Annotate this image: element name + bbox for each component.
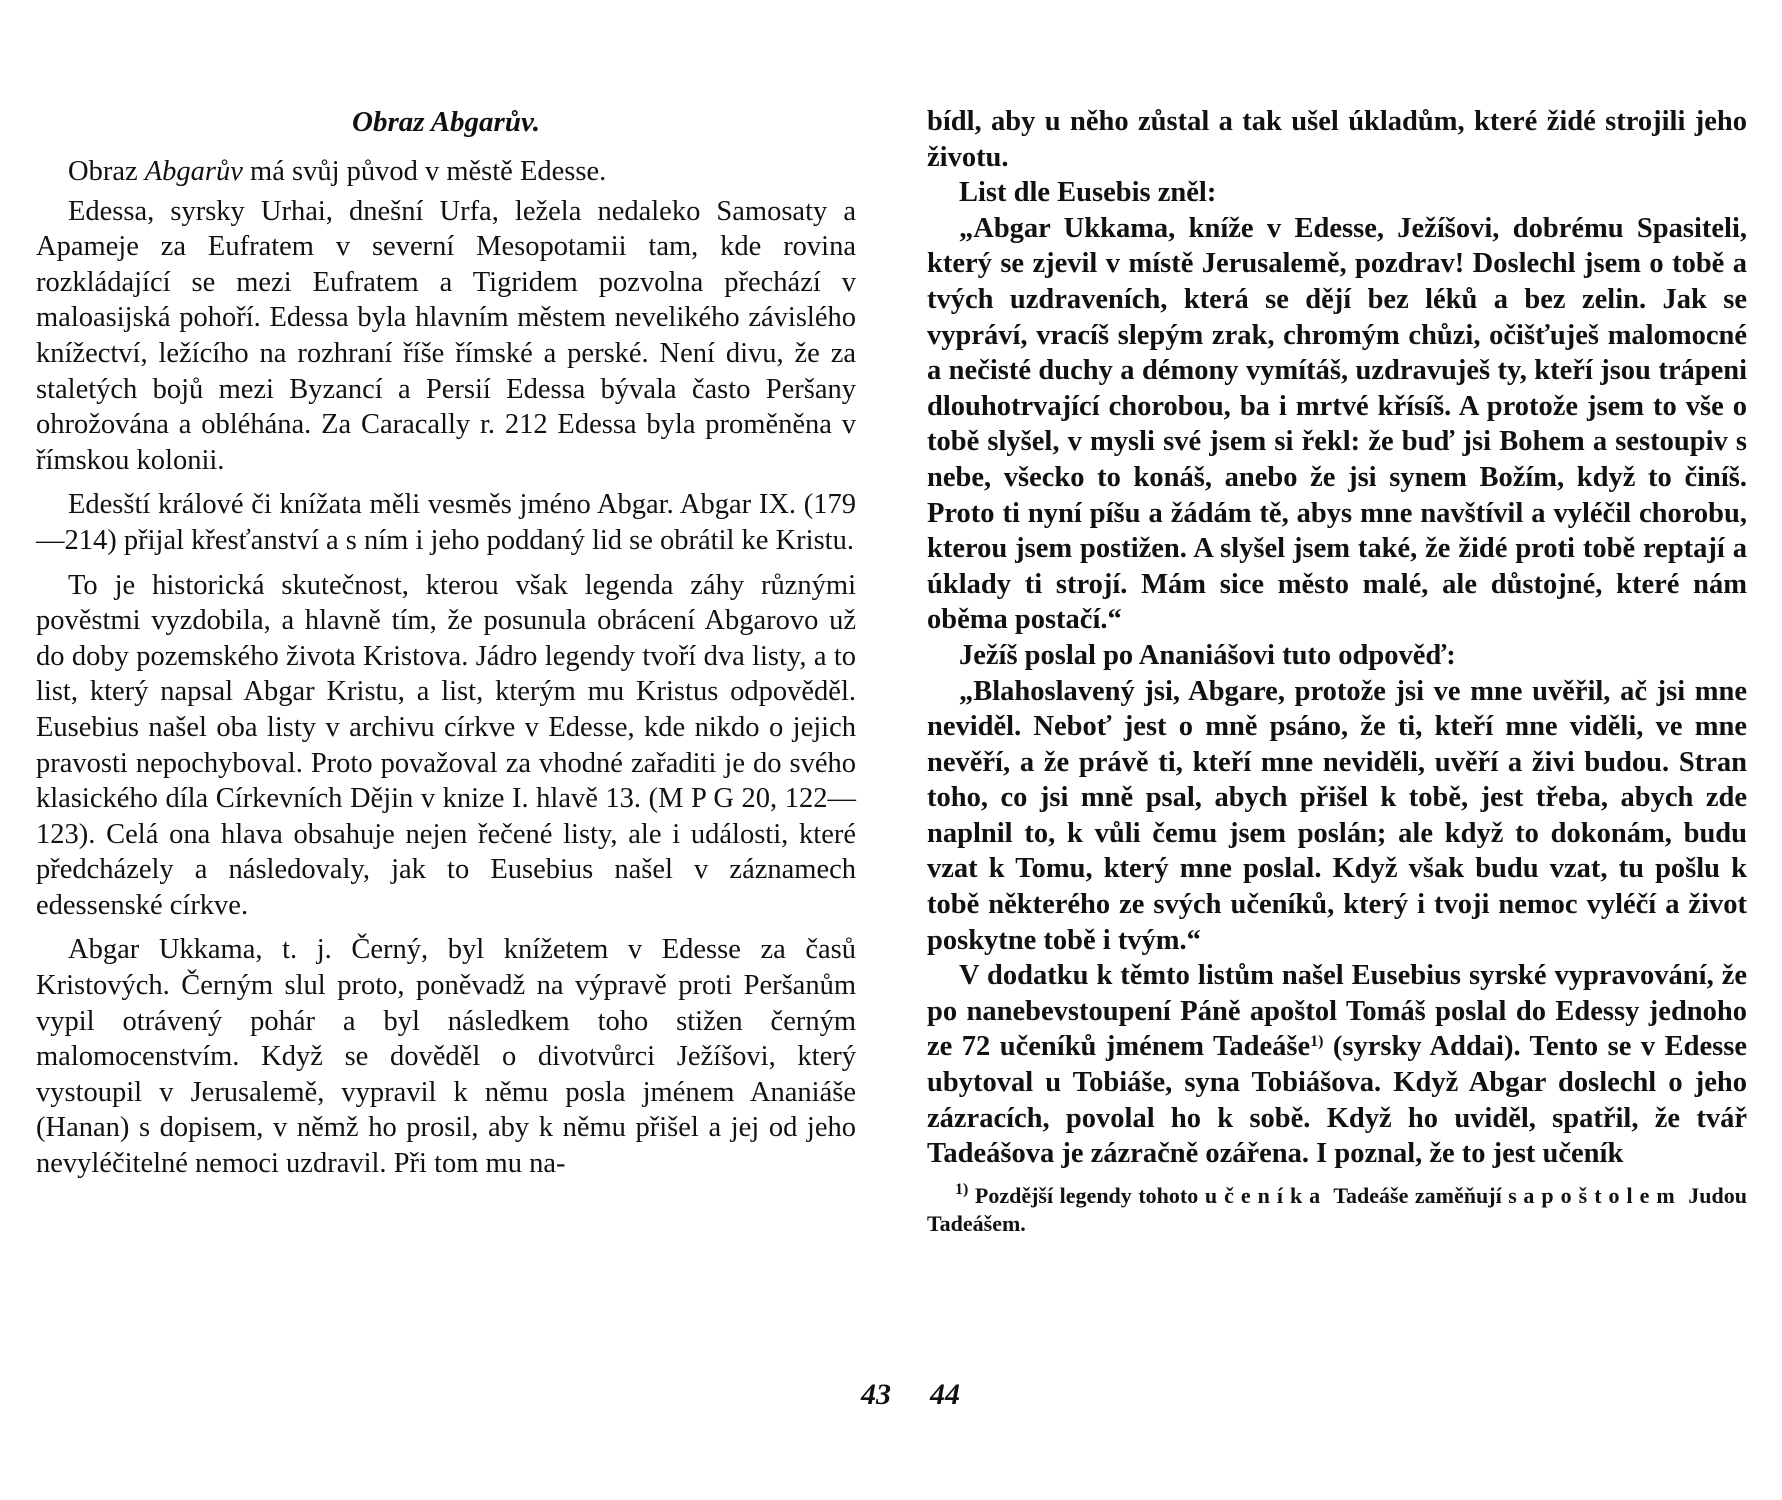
paragraph-jesus-letter: „Blahoslavený jsi, Abgare, protože jsi ve mne uvěřil, ač jsi mne neviděl. Neboť jest o mně psáno, že ti, kteří mne viděli, ve mne nevěří, a že právě ti, kteří mne neviděli, uvěří a živi budou. Stran toho, co jsi mně psal, abych přišel k tobě, jest třeba, abych zde naplnil to, k vůli čemu jsem poslán; ale když to dokonám, budu vzat k Tomu, který mne poslal. Když však budu vzat, tu pošlu k tobě některého ze svých učeníků, který i tvoji nemoc vyléčí a život poskytne tobě i tvým.“ bbox=[927, 675, 1747, 956]
right-page bbox=[927, 0, 1747, 1500]
paragraph-kings: Edesští králové či knížata měli vesměs jméno Abgar. Abgar IX. (179—214) přijal křesťanství a s ním i jeho poddaný lid se obrátil ke Kristu. bbox=[36, 489, 856, 556]
right-column bbox=[927, 104, 1747, 1238]
chapter-title: Obraz Abgarův. bbox=[352, 106, 540, 138]
footnote bbox=[927, 1182, 1747, 1238]
intro-text-b: má svůj původ v městě Edesse. bbox=[242, 156, 607, 187]
paragraph-abgar-letter: „Abgar Ukkama, kníže v Edesse, Ježíšovi, dobrému Spasiteli, který se zjevil v místě Jerusalemě, pozdrav! Doslechl jsem o tobě a tvých uzdraveních, která se dějí bez léků a bez zelin. Jak se vypráví, vracíš slepým zrak, chromým chůzi, očišťuješ malomocné a nečisté duchy a démony vymítáš, uzdravuješ ty, kteří jsou trápeni dlouhotrvající chorobou, ba i mrtvé křísíš. A protože jsem to vše o tobě slyšel, v mysli své jsem si řekl: že buď jsi Bohem a sestoupiv s nebe, všecko to konáš, anebo že jsi synem Božím, když to činíš. Proto ti nyní píšu a žádám tě, abys mne navštívil a vyléčil chorobu, kterou jsem postižen. A slyšel jsem také, že židé proti tobě reptají a úklady ti strojí. Mám sice město malé, ale důstojné, které nám oběma postačí.“ bbox=[927, 212, 1747, 636]
footnote-reference: 1) bbox=[1310, 1033, 1324, 1051]
page-number-left: 43 bbox=[861, 1378, 891, 1411]
footnote-text-a: Pozdější legendy tohoto bbox=[968, 1182, 1205, 1208]
footnote-text-b: Tadeáše zaměňují s bbox=[1327, 1182, 1524, 1208]
footnote-spaced-1: učeníka bbox=[1204, 1182, 1328, 1208]
paragraph-list-intro: List dle Eusebis zněl: bbox=[959, 177, 1217, 209]
paragraph-edessa: Edessa, syrsky Urhai, dnešní Urfa, ležela nedaleko Samosaty a Apameje za Eufratem v severní Mesopotamii tam, kde rovina rozkládající se mezi Eufratem a Tigridem pozvolna přechází v maloasijská pohoří. Edessa byla hlavním městem nevelikého závislého knížectví, ležícího na rozhraní říše římské a perské. Není divu, že za staletých bojů mezi Byzancí a Persií Edessa bývala často Peršany ohrožována a obléhána. Za Caracally r. 212 Edessa byla proměněna v římskou kolonii. bbox=[36, 195, 856, 476]
footnote-spaced-2: apoštolem bbox=[1523, 1182, 1682, 1208]
page-number-right: 44 bbox=[930, 1378, 960, 1411]
paragraph-addendum bbox=[927, 958, 1747, 1172]
paragraph-intro bbox=[36, 154, 856, 190]
footnote-mark: 1) bbox=[955, 1180, 969, 1198]
paragraph-ukkama: Abgar Ukkama, t. j. Černý, byl knížetem v Edesse za časů Kristových. Černým slul proto, poněvadž na výpravě proti Peršanům vypil otrávený pohár a byl následkem toho stižen černým malomocenstvím. Když se dověděl o divotvůrci Ježíšovi, který vystoupil v Jerusalemě, vypravil k němu posla jménem Ananiáše (Hanan) s dopisem, v němž ho prosil, aby k němu přišel a jej od jeho nevyléčitelné nemoci uzdravil. Při tom mu na- bbox=[36, 934, 856, 1180]
footnote-text-c: Judou Tadeášem. bbox=[927, 1182, 1747, 1236]
paragraph-continuation: bídl, aby u něho zůstal a tak ušel úkladům, které židé strojili jeho životu. bbox=[927, 106, 1747, 173]
intro-text-a: Obraz bbox=[68, 156, 145, 187]
left-page bbox=[36, 0, 891, 1500]
addendum-text-b: (syrsky Addai). Tento se v Edesse ubytoval u Tobiáše, syna Tobiášova. Když Abgar doslechl o jeho zázracích, povolal ho k sobě. Když ho uviděl, spatřil, že tvář Tadeášova je zázračně ozářena. I poznal, že to jest učeník bbox=[927, 1031, 1747, 1170]
paragraph-legend: To je historická skutečnost, kterou však legenda záhy různými pověstmi vyzdobila, a hlavně tím, že posunula obrácení Abgarovo už do doby pozemského života Kristova. Jádro legendy tvoří dva listy, a to list, který napsal Abgar Kristu, a list, kterým mu Kristus odpověděl. Eusebius našel oba listy v archivu církve v Edesse, kde nikdo o jejich pravosti nepochyboval. Proto považoval za vhodné zařaditi je do svého klasického díla Církevních Dějin v knize I. hlavě 13. (M P G 20, 122—123). Celá ona hlava obsahuje nejen řečené listy, ale i události, které předcházely a následovaly, jak to Eusebius našel v záznamech edessenské církve. bbox=[36, 569, 856, 921]
intro-text-italic: Abgarův bbox=[144, 156, 243, 187]
paragraph-reply-intro: Ježíš poslal po Ananiášovi tuto odpověď: bbox=[959, 639, 1456, 671]
addendum-text-a: V dodatku k těmto listům našel Eusebius syrské vypravování, že po nanebevstoupení Páně apoštol Tomáš poslal do Edessy jednoho ze 72 učeníků jménem Tadeáše bbox=[927, 960, 1747, 1063]
left-column bbox=[36, 104, 856, 1182]
